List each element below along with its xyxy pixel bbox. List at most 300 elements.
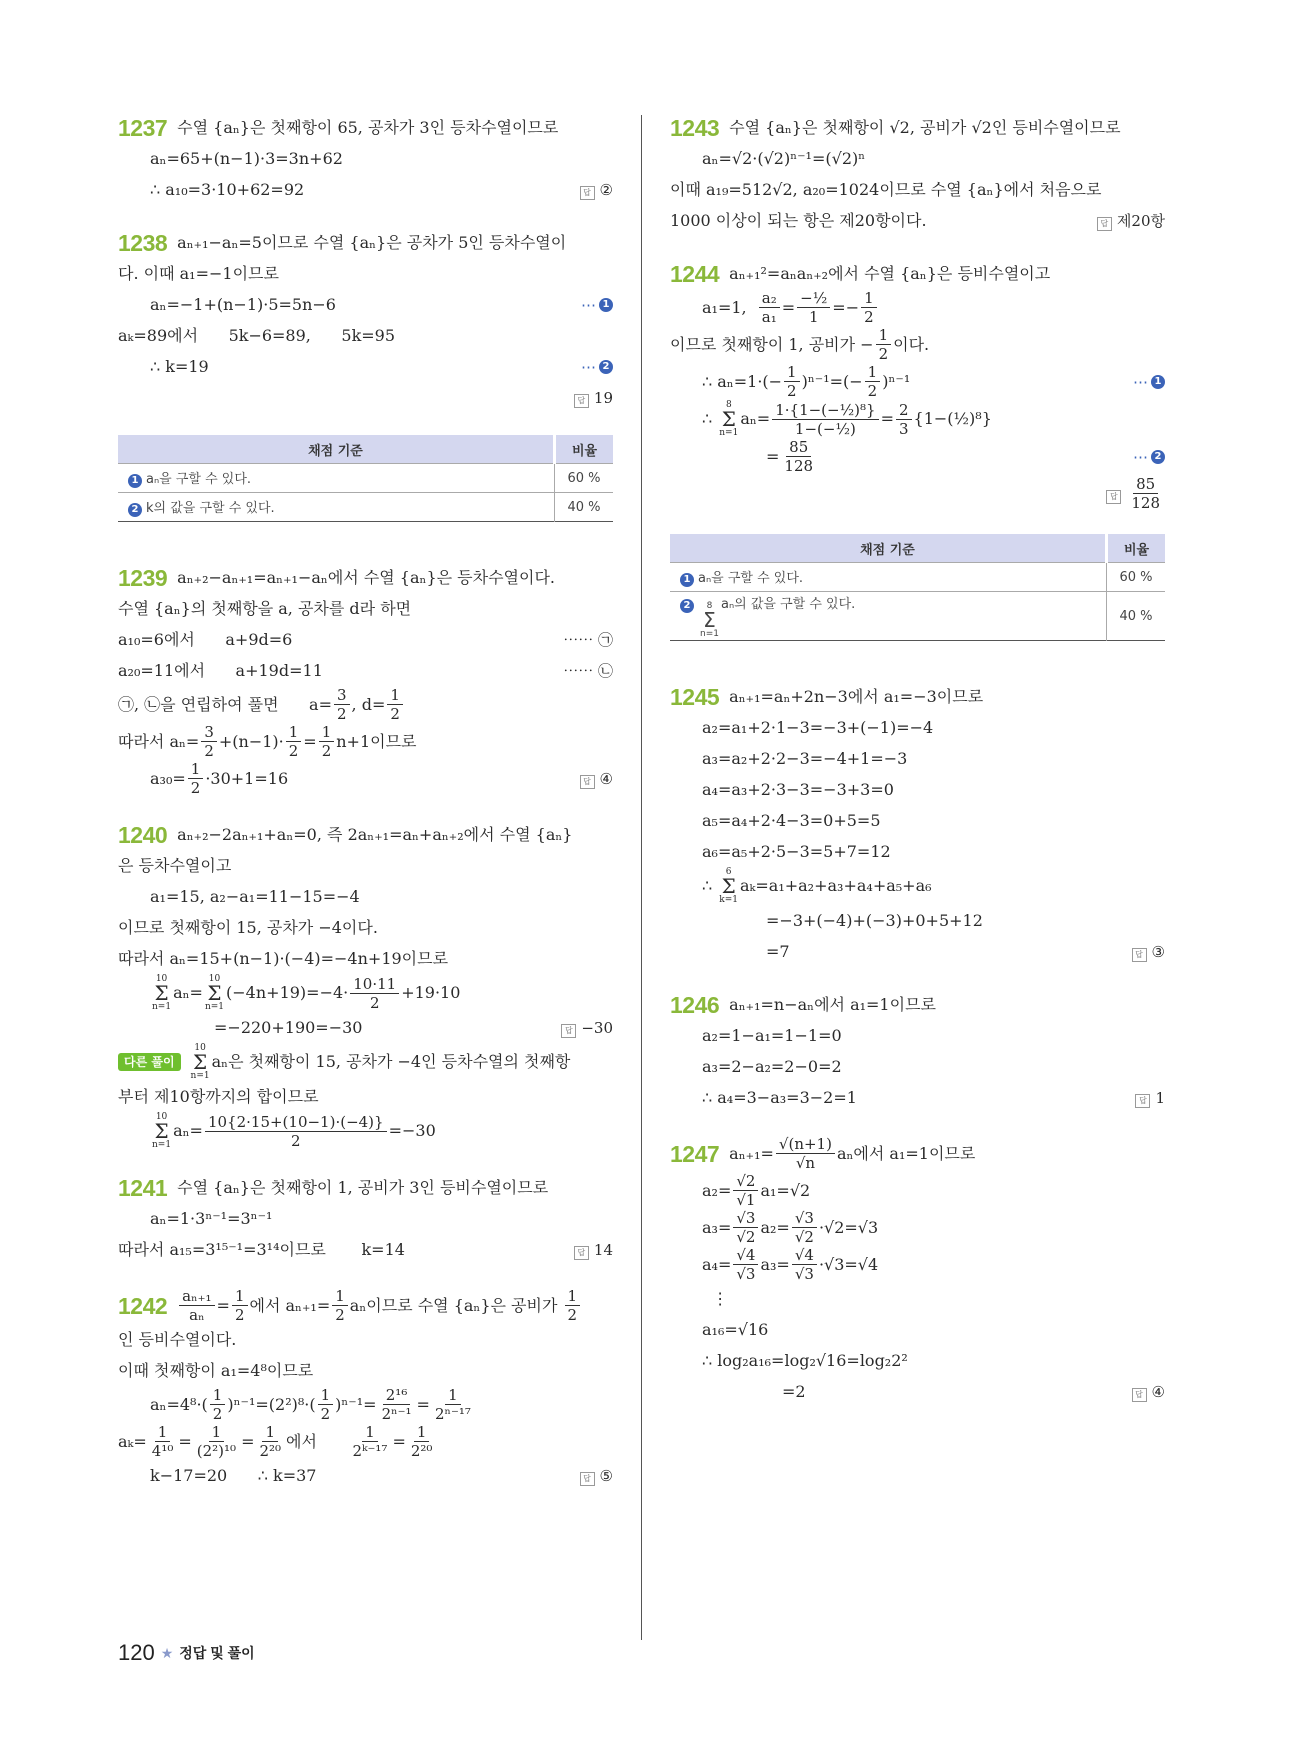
- summation: [205, 974, 224, 1012]
- text-run: 수열 {aₙ}은 첫째항이 1, 공비가 3인 등비수열이므로: [177, 1177, 549, 1197]
- line-content: [118, 355, 209, 379]
- text-run: aₙ에서 a₁=1이므로: [836, 1143, 976, 1163]
- text-run: 따라서 a₁₅=3¹⁵⁻¹=3¹⁴이므로 k=14: [118, 1239, 405, 1259]
- sum-lower: n=1: [204, 1002, 225, 1012]
- fraction-denominator: (2²)¹⁰: [196, 1442, 237, 1460]
- solution-line: [670, 174, 1165, 205]
- fraction-numerator: 3: [201, 723, 217, 742]
- text-run: =: [416, 1394, 430, 1414]
- fraction-numerator: −½: [797, 289, 830, 308]
- text-run: ·√3=√4: [818, 1254, 879, 1274]
- solution-line: [670, 363, 1165, 400]
- problem-1238: [118, 227, 613, 413]
- line-mark: [1106, 475, 1165, 512]
- ratio-cell: 40 %: [1107, 592, 1166, 641]
- solution-line: [670, 258, 1165, 289]
- fraction-denominator: 128: [784, 457, 814, 475]
- line-content: [118, 885, 360, 909]
- solution-line: [118, 943, 613, 974]
- problem-1246: [670, 989, 1165, 1113]
- text-run: ⋯⋯ ㉠: [563, 630, 613, 649]
- text-run: {1−(½)⁸}: [913, 409, 992, 428]
- fraction-numerator: 1: [232, 1287, 248, 1306]
- line-mark: [581, 355, 613, 379]
- text-run: a₁=1,: [702, 297, 757, 317]
- solution-line: [118, 320, 613, 351]
- text-run: aₙ₊₂−aₙ₊₁=aₙ₊₁−aₙ에서 수열 {aₙ}은 등차수열이다.: [177, 567, 555, 587]
- line-content: [118, 760, 288, 797]
- fraction-numerator: 85: [786, 438, 811, 457]
- line-content: [118, 1207, 272, 1231]
- star-icon: ★: [160, 1644, 174, 1661]
- text-run: n+1이므로: [336, 731, 417, 751]
- fraction: [733, 1246, 758, 1283]
- table-row: [670, 563, 1165, 592]
- problem-1239: [118, 562, 613, 797]
- answer-mark: [574, 386, 613, 410]
- text-run: a₁=√2: [760, 1180, 811, 1200]
- text-run: a₃₀=: [150, 768, 186, 788]
- answer-mark: [1097, 209, 1165, 233]
- solution-line: [118, 1012, 613, 1043]
- solution-line: [670, 400, 1165, 438]
- fraction-numerator: 1: [188, 760, 204, 779]
- step-number-icon: 1: [128, 474, 142, 488]
- ratio-cell: 60 %: [555, 464, 614, 493]
- line-mark: [563, 659, 613, 683]
- alt-solution-badge: 다른 풀이: [118, 1053, 181, 1071]
- sum-upper: 10: [194, 1043, 206, 1053]
- line-content: [670, 747, 907, 771]
- solution-line: [670, 836, 1165, 867]
- grading-criteria-table: [118, 435, 613, 522]
- answer-value: 14: [593, 1240, 613, 1259]
- line-content: [670, 778, 894, 802]
- solution-line: [118, 881, 613, 912]
- text-run: ∴ log₂a₁₆=log₂√16=log₂2²: [702, 1350, 908, 1370]
- problem-1244: [670, 258, 1165, 512]
- line-mark: [574, 386, 613, 410]
- solution-line: [118, 974, 613, 1012]
- text-run: a₁₆=√16: [702, 1319, 769, 1339]
- line-content: [670, 438, 818, 475]
- line-mark: [1133, 370, 1165, 394]
- solution-line: [118, 760, 613, 797]
- fraction-numerator: a₂: [759, 289, 780, 308]
- fraction-denominator: √3: [794, 1265, 814, 1283]
- answer-icon: [1132, 948, 1147, 962]
- fraction: [772, 401, 878, 438]
- solution-line: [670, 143, 1165, 174]
- fraction-numerator: 1: [565, 1287, 581, 1306]
- fraction: [776, 1135, 835, 1172]
- text-run: =7: [766, 941, 790, 961]
- solution-line: [118, 112, 613, 143]
- line-content: [670, 909, 983, 933]
- text-run: =: [781, 297, 796, 317]
- text-run: ∴ a₄=3−a₃=3−2=1: [702, 1087, 857, 1107]
- solution-line: [670, 743, 1165, 774]
- fraction-denominator: 4¹⁰: [151, 1442, 174, 1460]
- summation: [152, 1112, 171, 1150]
- fraction-denominator: 2: [867, 382, 878, 400]
- fraction: [318, 1386, 334, 1423]
- fraction-numerator: 1: [318, 1386, 334, 1405]
- solution-line: [118, 1043, 613, 1081]
- fraction: [256, 1423, 284, 1460]
- problem-number: 1244: [670, 260, 720, 287]
- fraction: [286, 723, 302, 760]
- text-run: aₙ의 값을 구할 수 있다.: [720, 597, 856, 612]
- fraction: [865, 363, 881, 400]
- line-content: [670, 1086, 857, 1110]
- answer-icon: [580, 186, 595, 200]
- table-header-row: [118, 435, 613, 464]
- fraction-denominator: 3: [898, 419, 909, 438]
- fraction-denominator: 128: [1131, 494, 1160, 512]
- sum-lower: n=1: [190, 1071, 210, 1081]
- text-run: =: [216, 1295, 230, 1315]
- text-run: 이므로 첫째항이 1, 공비가 −: [670, 334, 874, 354]
- answer-icon: [574, 394, 589, 408]
- text-run: aₙ=4⁸·(: [150, 1394, 208, 1414]
- line-mark: [1097, 209, 1165, 233]
- text-run: (−4n+19)=−4·: [226, 983, 349, 1002]
- solution-line: [118, 1386, 613, 1423]
- answer-value: ⑤: [599, 1466, 613, 1485]
- problem-1240: [118, 819, 613, 1150]
- solution-line: [670, 1020, 1165, 1051]
- solution-line: [118, 1203, 613, 1234]
- fraction-numerator: 3: [334, 686, 350, 705]
- line-content: [670, 178, 1101, 202]
- sum-upper: 8: [706, 601, 713, 611]
- solution-line: [118, 1081, 613, 1112]
- fraction: [861, 289, 877, 326]
- sigma-icon: [193, 1053, 207, 1071]
- line-content: [118, 974, 460, 1012]
- table-header: 비율: [555, 435, 614, 464]
- solution-line: [118, 382, 613, 413]
- text-run: aₙ=65+(n−1)·3=3n+62: [150, 148, 343, 168]
- answer-value: ③: [1151, 942, 1165, 961]
- answer-value: −30: [581, 1018, 613, 1037]
- fraction-numerator: 1: [362, 1423, 378, 1442]
- text-run: a₃=: [702, 1217, 732, 1237]
- page-number: 120: [118, 1640, 155, 1665]
- text-run: ∴ aₙ=1·(−: [702, 371, 783, 391]
- line-content: [118, 324, 395, 348]
- solution-line: [118, 562, 613, 593]
- criterion-cell: [670, 563, 1107, 592]
- problem-number: 1240: [118, 821, 168, 848]
- line-content: [670, 993, 936, 1017]
- sigma-icon: [703, 611, 716, 629]
- answer-icon: [580, 775, 595, 789]
- text-run: ∴: [702, 409, 718, 428]
- solution-line: [118, 1355, 613, 1386]
- ratio-cell: 40 %: [555, 493, 614, 522]
- fraction-numerator: 85: [1133, 475, 1158, 494]
- problem-number: 1238: [118, 229, 168, 256]
- page-footer: [118, 1640, 255, 1666]
- fraction: [1128, 475, 1163, 512]
- line-mark: [580, 767, 613, 791]
- text-run: a₅=a₄+2·4−3=0+5=5: [702, 810, 881, 830]
- fraction-denominator: √1: [736, 1191, 756, 1209]
- line-content: [118, 1043, 570, 1081]
- fraction-denominator: 2: [234, 1306, 245, 1324]
- solution-line: [670, 805, 1165, 836]
- fraction: [210, 1386, 226, 1423]
- line-mark: [580, 178, 613, 202]
- fraction: [232, 1287, 248, 1324]
- line-content: [118, 1176, 548, 1200]
- text-run: 은 등차수열이고: [118, 855, 232, 875]
- solution-line: [670, 1246, 1165, 1283]
- line-content: [670, 1209, 878, 1246]
- table-header: 채점 기준: [670, 534, 1107, 563]
- line-mark: [1135, 1086, 1165, 1110]
- solution-line: [670, 438, 1165, 475]
- text-run: a₄=a₃+2·3−3=−3+3=0: [702, 779, 894, 799]
- text-run: )ⁿ⁻¹: [882, 371, 911, 391]
- step-number-icon: ⋯ 1: [1151, 375, 1165, 389]
- solution-line: [118, 174, 613, 205]
- solution-line: [118, 593, 613, 624]
- solution-line: [670, 989, 1165, 1020]
- text-run: =2: [782, 1381, 806, 1401]
- line-content: [118, 597, 411, 621]
- solution-line: [670, 681, 1165, 712]
- step-marker: [1133, 370, 1165, 394]
- text-run: =−220+190=−30: [214, 1017, 363, 1037]
- text-run: 인 등비수열이다.: [118, 1329, 237, 1349]
- line-content: [670, 289, 879, 326]
- text-run: k−17=20 ∴ k=37: [150, 1465, 317, 1485]
- fraction-numerator: 1: [332, 1287, 348, 1306]
- fraction: [350, 975, 399, 1012]
- line-content: [670, 147, 865, 171]
- sigma-icon: [722, 410, 736, 428]
- text-run: 수열 {aₙ}은 첫째항이 65, 공차가 3인 등차수열이므로: [177, 117, 559, 137]
- text-run: a₄=: [702, 1254, 732, 1274]
- text-run: ·30+1=16: [205, 768, 289, 788]
- sum-upper: 10: [208, 974, 221, 984]
- line-content: [670, 326, 929, 363]
- line-content: [670, 809, 881, 833]
- text-run: ㉠, ㉡을 연립하여 풀면 a=: [118, 694, 332, 714]
- answer-value: 1: [1155, 1088, 1165, 1107]
- fraction-denominator: a₁: [761, 308, 777, 326]
- step-number-icon: 1: [680, 573, 694, 587]
- fraction: [319, 723, 335, 760]
- text-run: aₙ₊₂−2aₙ₊₁+aₙ=0, 즉 2aₙ₊₁=aₙ+aₙ₊₂에서 수열 {aₙ}: [177, 824, 573, 844]
- text-run: +19·10: [401, 983, 461, 1002]
- solution-line: [118, 912, 613, 943]
- text-run: aₙ₊₁²=aₙaₙ₊₂에서 수열 {aₙ}은 등비수열이고: [729, 263, 1051, 283]
- fraction: [792, 1246, 817, 1283]
- text-run: 부터 제10항까지의 합이므로: [118, 1086, 319, 1106]
- text-run: , d=: [351, 694, 386, 714]
- line-content: [670, 1135, 975, 1172]
- solution-line: [118, 1172, 613, 1203]
- sum-upper: 10: [155, 1112, 168, 1122]
- sum-upper: 6: [725, 867, 732, 877]
- text-run: aₙ=−1+(n−1)·5=5n−6: [150, 294, 336, 314]
- solution-line: [670, 867, 1165, 905]
- answer-mark: [561, 1016, 613, 1040]
- solution-line: [118, 1324, 613, 1355]
- answer-icon: [574, 1246, 589, 1260]
- sum-lower: n=1: [719, 428, 739, 438]
- solution-line: [670, 112, 1165, 143]
- fraction: [149, 1423, 177, 1460]
- text-run: aₙ=√2·(√2)ⁿ⁻¹=(√2)ⁿ: [702, 148, 866, 168]
- sum-lower: n=1: [700, 629, 719, 639]
- table-row: [118, 464, 613, 493]
- answer-mark: [1132, 1380, 1165, 1404]
- step-number-icon: 2: [680, 599, 694, 613]
- answer-mark: [1132, 940, 1165, 964]
- line-mark: [563, 628, 613, 652]
- text-run: a₂=: [760, 1217, 790, 1237]
- solution-line: [118, 624, 613, 655]
- answer-value: 19: [593, 388, 613, 407]
- line-content: [670, 1246, 878, 1283]
- fraction-numerator: 10·11: [350, 975, 399, 994]
- criterion-cell: [118, 464, 555, 493]
- line-content: [118, 1359, 313, 1383]
- text-run: aₙ₊₁=aₙ+2n−3에서 a₁=−3이므로: [729, 686, 984, 706]
- text-run: 에서: [286, 1431, 348, 1451]
- fraction: [733, 1209, 758, 1246]
- solution-line: [118, 289, 613, 320]
- text-run: 수열 {aₙ}의 첫째항을 a, 공차를 d라 하면: [118, 598, 412, 618]
- solution-line: [670, 326, 1165, 363]
- fraction-denominator: 2: [390, 705, 400, 723]
- fraction-numerator: 1: [445, 1386, 461, 1405]
- text-run: aₙ=1·3ⁿ⁻¹=3ⁿ⁻¹: [150, 1208, 273, 1228]
- line-content: [118, 1464, 316, 1488]
- fraction-numerator: √4: [792, 1246, 817, 1265]
- fraction: [205, 1113, 387, 1150]
- answer-mark: [1106, 482, 1126, 506]
- answer-mark: [1135, 1086, 1165, 1110]
- line-mark: [574, 1238, 613, 1262]
- text-run: )ⁿ⁻¹=(2²)⁸·(: [227, 1394, 316, 1414]
- text-run: 다. 이때 a₁=−1이므로: [118, 263, 279, 283]
- problem-1243: [670, 112, 1165, 236]
- problem-1245: [670, 681, 1165, 967]
- fraction-numerator: 1: [876, 326, 892, 345]
- fraction-numerator: 1: [414, 1423, 430, 1442]
- line-content: [670, 867, 932, 905]
- text-run: a₂=1−a₁=1−1=0: [702, 1025, 842, 1045]
- text-run: a₁₀=6에서 a+9d=6: [118, 629, 293, 649]
- fraction-numerator: 10{2·15+(10−1)·(−4)}: [205, 1113, 387, 1132]
- fraction-numerator: 1: [784, 363, 800, 382]
- problem-number: 1245: [670, 683, 720, 710]
- fraction-numerator: 2¹⁶: [383, 1386, 411, 1405]
- summation: [700, 601, 719, 639]
- line-content: [118, 147, 343, 171]
- solution-line: [118, 1234, 613, 1265]
- line-mark: [580, 1464, 613, 1488]
- fraction-denominator: √2: [736, 1228, 756, 1246]
- solution-line: [118, 686, 613, 723]
- fraction-numerator: √4: [733, 1246, 758, 1265]
- line-content: [670, 262, 1050, 286]
- fraction-numerator: 1: [861, 289, 877, 308]
- answer-icon: [1097, 217, 1112, 231]
- problem-1241: [118, 1172, 613, 1265]
- summation: [719, 867, 738, 905]
- text-run: aₙ₊₁=: [729, 1143, 774, 1163]
- fraction-denominator: 2: [369, 993, 380, 1012]
- sum-lower: n=1: [152, 1140, 172, 1150]
- text-run: =: [392, 1431, 406, 1451]
- fraction-numerator: 1: [319, 723, 335, 742]
- text-run: aₖ=: [118, 1431, 147, 1451]
- fraction: [387, 686, 403, 723]
- fraction: [334, 686, 350, 723]
- solution-line: [118, 723, 613, 760]
- fraction-denominator: 2ⁿ⁻¹⁷: [434, 1405, 471, 1423]
- text-run: ⋯⋯ ㉡: [563, 661, 613, 680]
- text-run: a₁=15, a₂−a₁=11−15=−4: [150, 886, 360, 906]
- step-marker: [581, 355, 613, 379]
- text-run: 1000 이상이 되는 항은 제20항이다.: [670, 210, 927, 230]
- text-run: a₃=: [760, 1254, 790, 1274]
- fraction-numerator: aₙ₊₁: [179, 1287, 214, 1306]
- line-content: [118, 262, 279, 286]
- fraction: [349, 1423, 390, 1460]
- solution-line: [670, 1314, 1165, 1345]
- fraction: [188, 760, 204, 797]
- summation: [719, 400, 738, 438]
- step-marker: [1133, 445, 1165, 469]
- line-content: [118, 659, 323, 683]
- fraction: [201, 723, 217, 760]
- fraction-numerator: √3: [733, 1209, 758, 1228]
- text-run: aₙ을 구할 수 있다.: [698, 571, 804, 586]
- text-run: 이때 첫째항이 a₁=4⁸이므로: [118, 1360, 314, 1380]
- text-run: 에서 aₙ₊₁=: [249, 1295, 331, 1315]
- step-number-icon: ⋯ 1: [599, 298, 613, 312]
- solution-line: [670, 289, 1165, 326]
- fraction-denominator: 1: [808, 308, 819, 326]
- line-content: [118, 1238, 405, 1262]
- text-run: =: [241, 1431, 255, 1451]
- fraction: [792, 1209, 817, 1246]
- fraction-numerator: 1: [387, 686, 403, 705]
- line-mark: [1133, 445, 1165, 469]
- text-run: ∴ a₁₀=3·10+62=92: [150, 179, 305, 199]
- text-run: a₃=2−a₂=2−0=2: [702, 1056, 842, 1076]
- line-content: [118, 566, 555, 590]
- fraction: [179, 1287, 214, 1324]
- line-mark: [1132, 1380, 1165, 1404]
- problem-number: 1247: [670, 1140, 720, 1167]
- solution-line: [118, 819, 613, 850]
- fraction-numerator: 1·{1−(−½)⁸}: [772, 401, 878, 420]
- line-content: [670, 116, 1121, 140]
- fraction-denominator: 2ᵏ⁻¹⁷: [352, 1442, 388, 1460]
- fraction-denominator: 2: [337, 705, 347, 723]
- fraction-denominator: 2: [288, 742, 299, 760]
- criterion-cell: [670, 592, 1107, 641]
